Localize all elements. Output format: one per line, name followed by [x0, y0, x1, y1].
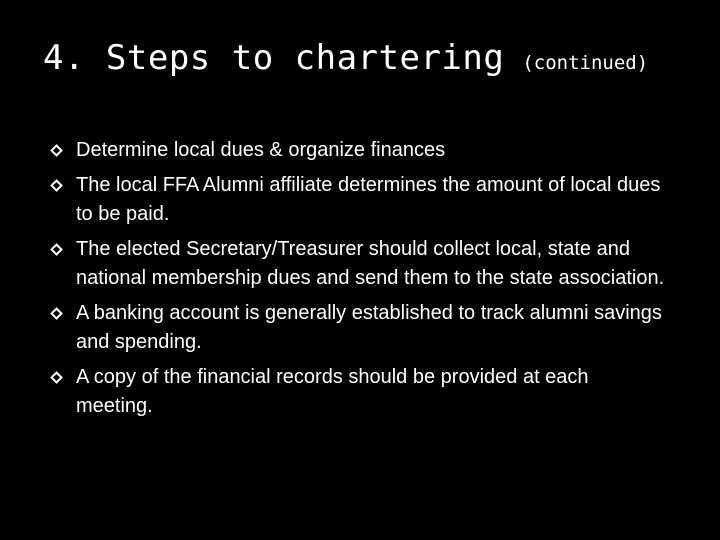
- bullet-list: [50, 136, 670, 427]
- diamond-bullet-icon: [50, 179, 63, 192]
- bullet-text: A copy of the financial records should be provided at each meeting.: [76, 366, 589, 417]
- title-subtitle: (continued): [522, 52, 649, 74]
- bullet-item: [50, 363, 670, 421]
- bullet-text: Determine local dues & organize finances: [76, 139, 446, 161]
- bullet-item: [50, 299, 670, 357]
- diamond-bullet-icon: [50, 307, 63, 320]
- diamond-bullet-icon: [50, 144, 63, 157]
- diamond-bullet-icon: [50, 243, 63, 256]
- bullet-text: The local FFA Alumni affiliate determines the amount of local dues to be paid.: [76, 174, 661, 225]
- slide-title: [43, 38, 648, 78]
- bullet-item: [50, 136, 670, 165]
- bullet-text: A banking account is generally established to track alumni savings and spending.: [76, 302, 662, 353]
- bullet-item: [50, 235, 670, 293]
- title-text: 4. Steps to chartering: [43, 38, 505, 78]
- bullet-item: [50, 171, 670, 229]
- bullet-text: The elected Secretary/Treasurer should collect local, state and national membership dues and send them to the state association.: [76, 238, 665, 289]
- diamond-bullet-icon: [50, 371, 63, 384]
